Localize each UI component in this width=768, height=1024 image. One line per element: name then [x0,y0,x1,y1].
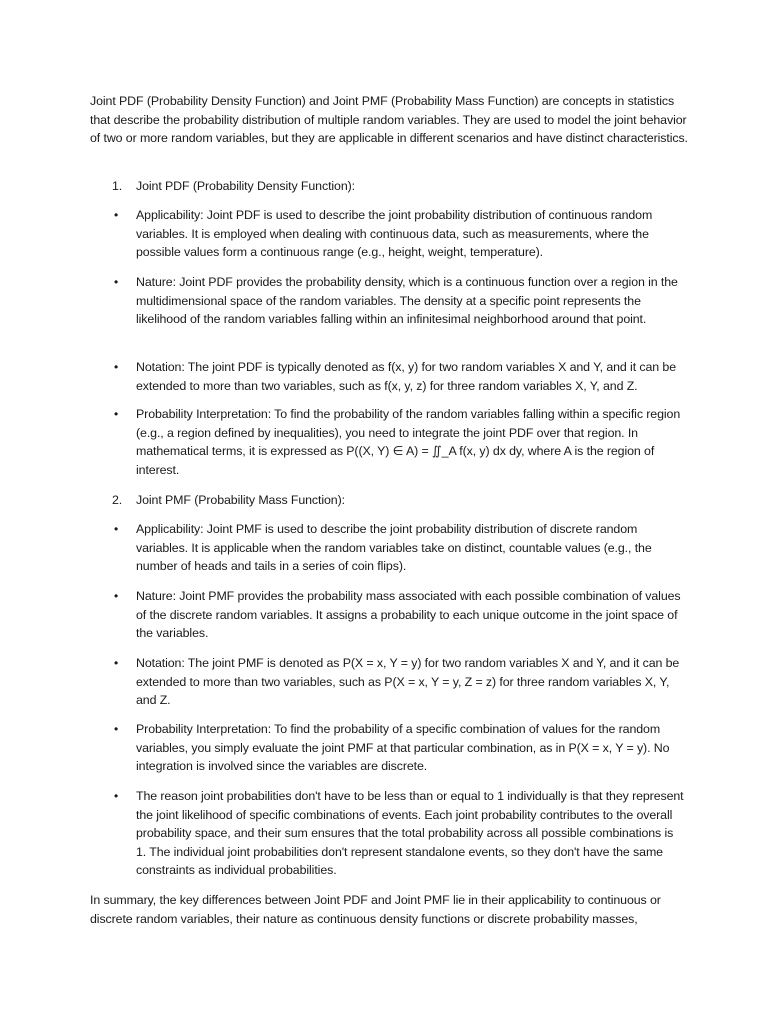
list-item: Notation: The joint PDF is typically denoted as f(x, y) for two random variables X and Y, and it can be extended to more than two variables, such as f(x, y, z) for three random variables X, Y, and Z. [136,360,676,393]
bullet-icon: • [114,656,119,670]
bullet-icon: • [114,208,119,222]
list-item: Nature: Joint PDF provides the probability density, which is a continuous function over a region in the multidimensional space of the random variables. The density at a specific point represents the likelihood of the random variables falling within an infinitesimal neighborhood around that point. [136,275,678,327]
section-number: 2. [112,493,123,507]
bullet-icon: • [114,360,119,374]
bullet-icon: • [114,722,119,736]
list-item: Nature: Joint PMF provides the probability mass associated with each possible combination of values of the discrete random variables. It assigns a probability to each unique outcome in the joint space of the variables. [136,589,681,641]
list-item: The reason joint probabilities don't have to be less than or equal to 1 individually is that they represent the joint likelihood of specific combinations of events. Each joint probability contributes to the overall probability space, and their sum ensures that the total probability across all possible combinations is 1. The individual joint probabilities don't represent standalone events, so they don't have the same constraints as individual probabilities. [136,789,684,878]
list-item: Applicability: Joint PMF is used to describe the joint probability distribution of discrete random variables. It is applicable when the random variables take on distinct, countable values (e.g., the number of heads and tails in a series of coin flips). [136,522,652,574]
bullet-icon: • [114,789,119,803]
summary-paragraph: In summary, the key differences between Joint PDF and Joint PMF lie in their applicability to continuous or discrete random variables, their nature as continuous density functions or discrete probability masses, [90,893,661,926]
bullet-icon: • [114,407,119,421]
section-number: 1. [112,179,123,193]
list-item: Notation: The joint PMF is denoted as P(X = x, Y = y) for two random variables X and Y, and it can be extended to more than two variables, such as P(X = x, Y = y, Z = z) for three random variables X, Y, and Z. [136,656,680,708]
list-item: Applicability: Joint PDF is used to describe the joint probability distribution of continuous random variables. It is employed when dealing with continuous data, such as measurements, where the possible values form a continuous range (e.g., height, weight, temperature). [136,208,653,260]
section-heading: Joint PMF (Probability Mass Function): [136,493,345,507]
bullet-icon: • [114,275,119,289]
list-item: Probability Interpretation: To find the probability of the random variables falling within a specific region (e.g., a region defined by inequalities), you need to integrate the joint PDF over that region. In mathematical terms, it is expressed as P((X, Y) ∈ A) = ∬_A f(x, y) dx dy, where A is the region of interest. [136,407,681,477]
intro-paragraph: Joint PDF (Probability Density Function) and Joint PMF (Probability Mass Function) are concepts in statistics that describe the probability distribution of multiple random variables. They are used to model the joint behavior of two or more random variables, but they are applicable in different scenarios and have distinct characteristics. [90,94,688,146]
bullet-icon: • [114,589,119,603]
list-item: Probability Interpretation: To find the probability of a specific combination of values for the random variables, you simply evaluate the joint PMF at that particular combination, as in P(X = x, Y = y). No integration is involved since the variables are discrete. [136,722,670,774]
bullet-icon: • [114,522,119,536]
section-heading: Joint PDF (Probability Density Function): [136,179,356,193]
